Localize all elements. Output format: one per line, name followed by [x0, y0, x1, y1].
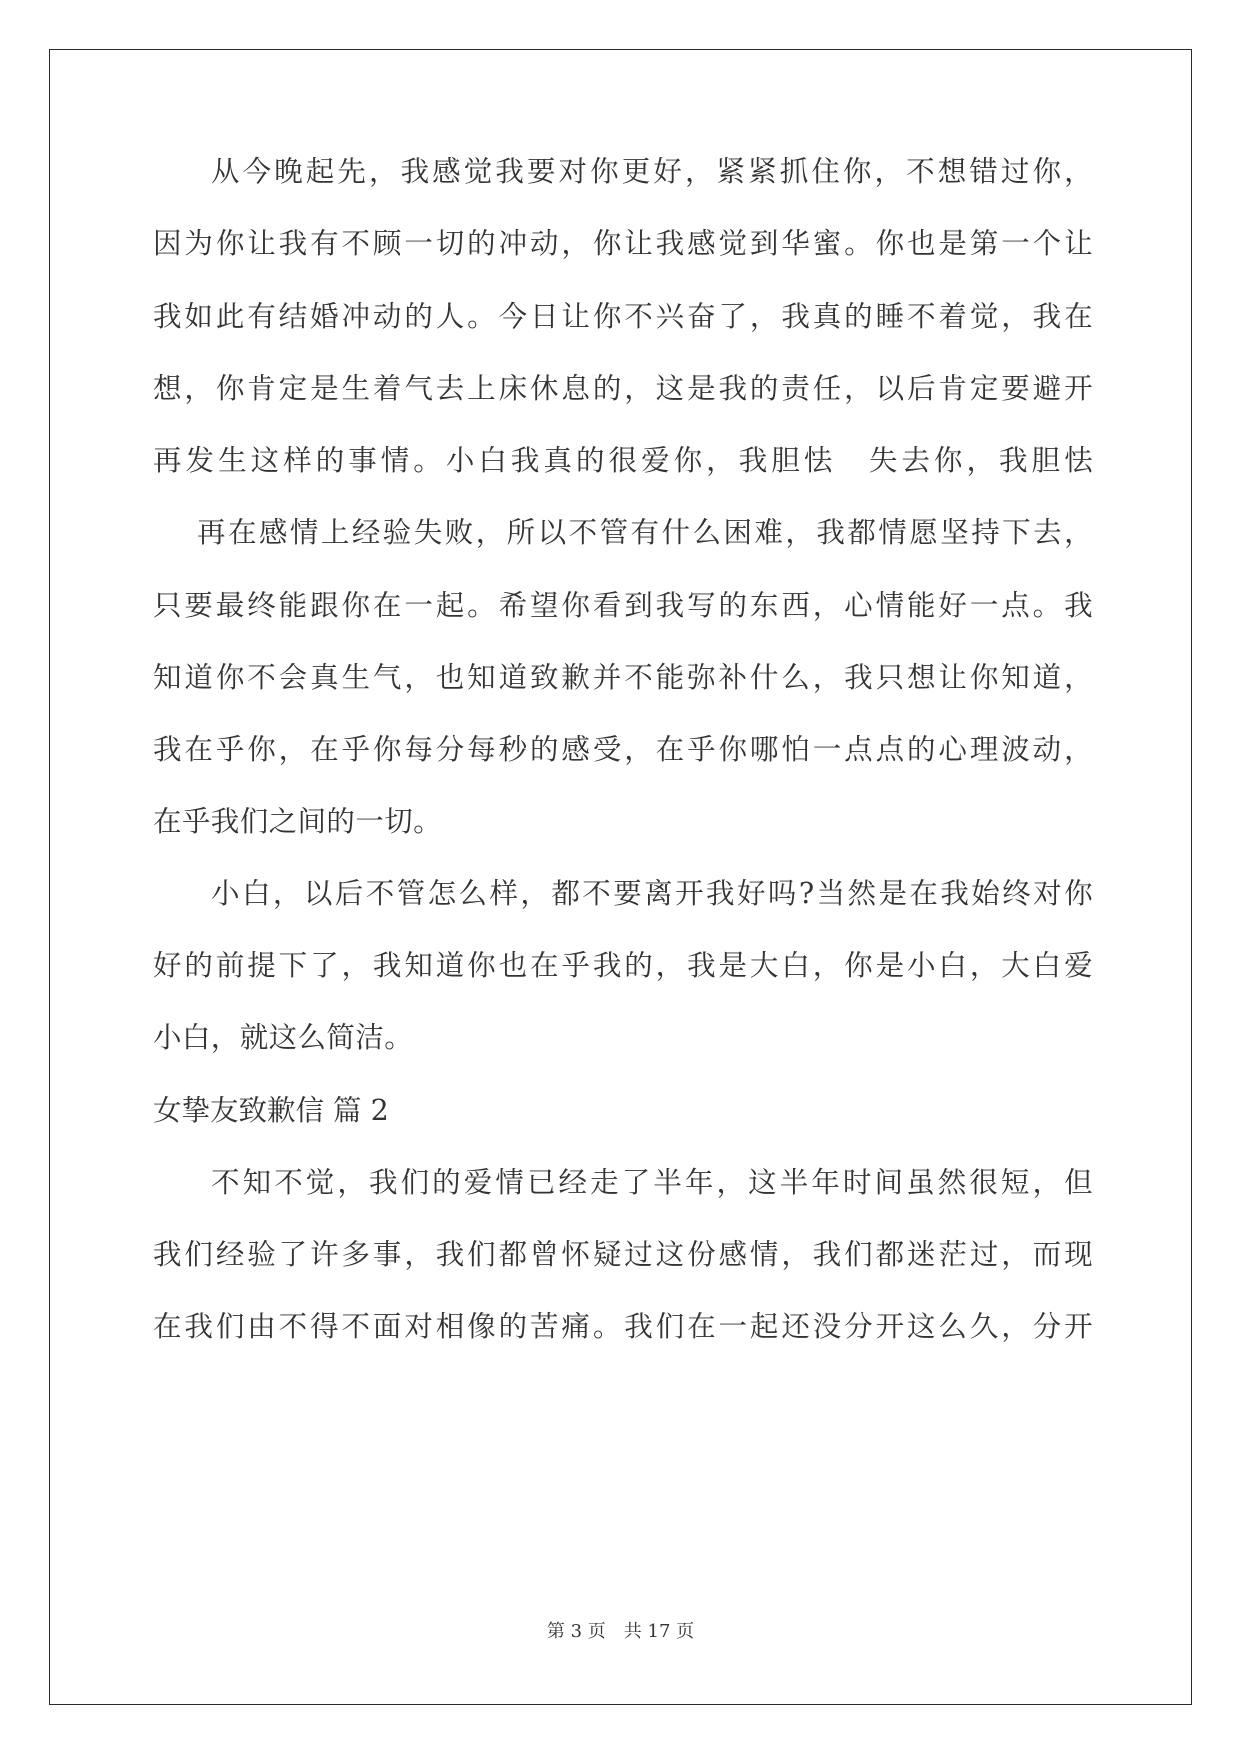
paragraph-line: 因为你让我有不顾一切的冲动，你让我感觉到华蜜。你也是第一个让 — [153, 227, 1093, 260]
page-number-footer: 第 3 页 共 17 页 — [546, 1621, 695, 1642]
paragraph-line: 好的前提下了，我知道你也在乎我的，我是大白，你是小白，大白爱 — [153, 949, 1093, 982]
paragraph-line: 我们经验了许多事，我们都曾怀疑过这份感情，我们都迷茫过，而现 — [153, 1238, 1093, 1271]
paragraph-line: 我如此有结婚冲动的人。今日让你不兴奋了，我真的睡不着觉，我在 — [153, 300, 1093, 333]
paragraph-line: 在我们由不得不面对相像的苦痛。我们在一起还没分开这么久，分开 — [153, 1310, 1093, 1343]
paragraph-line: 知道你不会真生气，也知道致歉并不能弥补什么，我只想让你知道， — [153, 661, 1093, 694]
paragraph-line: 小白，以后不管怎么样，都不要离开我好吗?当然是在我始终对你 — [211, 877, 1093, 910]
paragraph-line: 我在乎你，在乎你每分每秒的感受，在乎你哪怕一点点的心理波动， — [153, 733, 1093, 766]
section-heading: 女挚友致歉信 篇 2 — [153, 1094, 389, 1127]
paragraph-line: 不知不觉，我们的爱情已经走了半年，这半年时间虽然很短，但 — [211, 1166, 1093, 1199]
paragraph-line: 想，你肯定是生着气去上床休息的，这是我的责任，以后肯定要避开 — [153, 372, 1093, 405]
paragraph-line: 小白，就这么简洁。 — [153, 1021, 414, 1054]
paragraph-line: 在乎我们之间的一切。 — [153, 805, 443, 838]
paragraph-line: 从今晚起先，我感觉我要对你更好，紧紧抓住你，不想错过你， — [211, 155, 1093, 188]
paragraph-line: 再发生这样的事情。小白我真的很爱你，我胆怯 失去你，我胆怯 — [153, 444, 1093, 477]
paragraph-line: 只要最终能跟你在一起。希望你看到我写的东西，心情能好一点。我 — [153, 589, 1093, 622]
paragraph-line: 再在感情上经验失败，所以不管有什么困难，我都情愿坚持下去， — [197, 516, 1093, 549]
